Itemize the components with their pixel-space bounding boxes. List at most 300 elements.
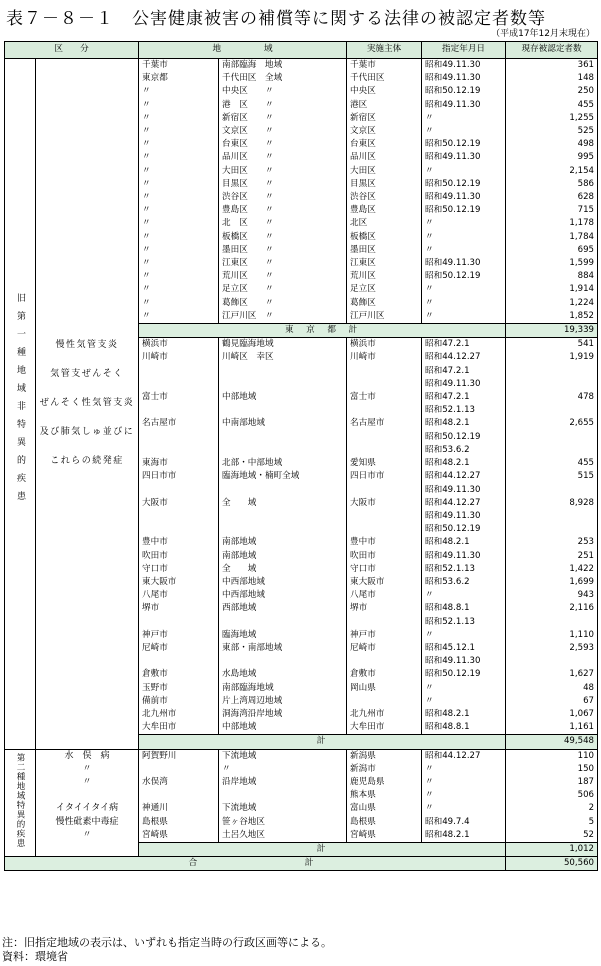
cell-city: 〃 <box>139 178 219 191</box>
cell-district: 渋谷区 〃 <box>219 191 347 204</box>
cell-city: 〃 <box>139 244 219 257</box>
cell-count: 187 <box>506 776 598 789</box>
cell-district: 大田区 〃 <box>219 165 347 178</box>
cell-district: 臨海地域・楠町全域 <box>219 470 347 483</box>
cell-body <box>347 616 422 629</box>
cell-city: 神戸市 <box>139 629 219 642</box>
disease-line: 及び肺気しゅ並びに <box>39 427 135 438</box>
cell-body <box>347 655 422 668</box>
cell-count: 250 <box>506 85 598 98</box>
cell-body <box>347 695 422 708</box>
cell-district: 鶴見臨海地域 <box>219 338 347 352</box>
cell-body: 千葉市 <box>347 59 422 73</box>
cell-date: 昭和44.12.27 <box>422 351 506 364</box>
cell-district: 葛飾区 〃 <box>219 297 347 310</box>
cell-city: 大阪市 <box>139 497 219 510</box>
cell-count: 1,067 <box>506 708 598 721</box>
certified-patients-table <box>4 41 598 871</box>
grand-total-row <box>5 857 598 871</box>
cell-count: 2,116 <box>506 602 598 615</box>
cell-district: 板橋区 〃 <box>219 231 347 244</box>
cell-body: 尼崎市 <box>347 642 422 655</box>
disease-line: 慢性気管支炎 <box>55 340 119 351</box>
cell-city: 〃 <box>139 151 219 164</box>
cell-body <box>347 378 422 391</box>
cell-date: 〃 <box>422 283 506 296</box>
cell-count: 628 <box>506 191 598 204</box>
cell-disease: 〃 <box>36 776 139 789</box>
cell-body: 富士市 <box>347 391 422 404</box>
cell-count: 8,928 <box>506 497 598 510</box>
cell-city <box>139 484 219 497</box>
cell-district <box>219 444 347 457</box>
cell-body: 名古屋市 <box>347 417 422 430</box>
cell-body: 岡山県 <box>347 682 422 695</box>
cell-body: 神戸市 <box>347 629 422 642</box>
cell-district: 臨海地域 <box>219 629 347 642</box>
cell-count: 455 <box>506 99 598 112</box>
cell-count: 541 <box>506 338 598 352</box>
cell-date: 〃 <box>422 125 506 138</box>
cell-city <box>139 616 219 629</box>
cell-count: 1,178 <box>506 217 598 230</box>
cell-body: 江戸川区 <box>347 310 422 324</box>
table-row <box>5 802 598 815</box>
cell-city <box>139 510 219 523</box>
cell-date: 昭和47.2.1 <box>422 391 506 404</box>
cell-city: 川崎市 <box>139 351 219 364</box>
cell-district: 墨田区 〃 <box>219 244 347 257</box>
cell-date: 〃 <box>422 802 506 815</box>
cell-district: 西部地域 <box>219 602 347 615</box>
cell-date: 〃 <box>422 231 506 244</box>
cell-city <box>139 444 219 457</box>
cell-body: 北九州市 <box>347 708 422 721</box>
cell-body <box>347 365 422 378</box>
cell-district <box>219 523 347 536</box>
cell-body: 島根県 <box>347 816 422 829</box>
cell-date: 昭和49.11.30 <box>422 191 506 204</box>
cell-date: 昭和44.12.27 <box>422 470 506 483</box>
cell-count: 695 <box>506 244 598 257</box>
cell-count <box>506 431 598 444</box>
cell-district: 北 区 〃 <box>219 217 347 230</box>
table-row <box>5 59 598 73</box>
cell-date: 昭和44.12.27 <box>422 497 506 510</box>
cell-district: 台東区 〃 <box>219 138 347 151</box>
cell-district: 中央区 〃 <box>219 85 347 98</box>
cell-city: 島根県 <box>139 816 219 829</box>
cell-district: 南部地域 <box>219 550 347 563</box>
cell-district <box>219 484 347 497</box>
cell-count: 48 <box>506 682 598 695</box>
cell-body: 堺市 <box>347 602 422 615</box>
cell-disease: 〃 <box>36 763 139 776</box>
cell-count: 1,784 <box>506 231 598 244</box>
cell-body: 荒川区 <box>347 270 422 283</box>
cell-district <box>219 616 347 629</box>
cell-city: 守口市 <box>139 563 219 576</box>
cell-count: 2 <box>506 802 598 815</box>
cell-city: 阿賀野川 <box>139 749 219 763</box>
cell-count: 5 <box>506 816 598 829</box>
cell-city: 玉野市 <box>139 682 219 695</box>
cell-date: 昭和47.2.1 <box>422 365 506 378</box>
cell-date: 昭和50.12.19 <box>422 668 506 681</box>
cell-count <box>506 444 598 457</box>
cell-city: 北九州市 <box>139 708 219 721</box>
cell-city: 〃 <box>139 125 219 138</box>
cell-city <box>139 365 219 378</box>
cell-district <box>219 789 347 802</box>
cell-body: 新潟県 <box>347 749 422 763</box>
cell-date: 〃 <box>422 789 506 802</box>
cell-body: 四日市市 <box>347 470 422 483</box>
cell-date: 昭和49.11.30 <box>422 484 506 497</box>
cell-date: 昭和45.12.1 <box>422 642 506 655</box>
cell-city: 神通川 <box>139 802 219 815</box>
cell-city <box>139 523 219 536</box>
cell-disease: 慢性砒素中毒症 <box>36 816 139 829</box>
cell-city: 〃 <box>139 283 219 296</box>
cell-count: 251 <box>506 550 598 563</box>
header-category: 区 分 <box>5 42 139 59</box>
cell-date: 昭和53.6.2 <box>422 444 506 457</box>
cell-district: 全 域 <box>219 497 347 510</box>
cell-district: 中西部地域 <box>219 589 347 602</box>
cell-date: 昭和49.11.30 <box>422 99 506 112</box>
cell-district: 江戸川区 〃 <box>219 310 347 324</box>
cell-city <box>139 763 219 776</box>
cell-date: 昭和48.8.1 <box>422 721 506 735</box>
header-row <box>5 42 598 59</box>
cell-count: 1,599 <box>506 257 598 270</box>
cell-district <box>219 365 347 378</box>
cell-date: 〃 <box>422 763 506 776</box>
disease-line: ぜんそく性気管支炎 <box>39 398 135 409</box>
cell-date: 〃 <box>422 244 506 257</box>
table-body <box>5 59 598 871</box>
section2-label-text: 第二種地域特異的疾患 <box>15 752 25 848</box>
cell-district: 沿岸地域 <box>219 776 347 789</box>
section1-label-text: 旧第一種地域非特異的疾患 <box>15 293 25 510</box>
cell-body: 吹田市 <box>347 550 422 563</box>
cell-body <box>347 444 422 457</box>
section1-label <box>5 59 36 750</box>
cell-count: 253 <box>506 536 598 549</box>
cell-district: 笹ヶ谷地区 <box>219 816 347 829</box>
cell-date: 昭和49.11.30 <box>422 257 506 270</box>
cell-count: 148 <box>506 72 598 85</box>
cell-city <box>139 404 219 417</box>
cell-count: 1,422 <box>506 563 598 576</box>
cell-body <box>347 431 422 444</box>
cell-body: 東大阪市 <box>347 576 422 589</box>
cell-disease: 〃 <box>36 829 139 843</box>
cell-city: 東大阪市 <box>139 576 219 589</box>
disease-line: 気管支ぜんそく <box>50 369 124 380</box>
cell-count: 1,224 <box>506 297 598 310</box>
cell-disease: イタイイタイ病 <box>36 802 139 815</box>
cell-date: 昭和48.2.1 <box>422 829 506 843</box>
cell-body: 川崎市 <box>347 351 422 364</box>
cell-date: 昭和49.11.30 <box>422 550 506 563</box>
cell-district: 江東区 〃 <box>219 257 347 270</box>
cell-district: 荒川区 〃 <box>219 270 347 283</box>
subtotal-count: 19,339 <box>506 324 598 338</box>
cell-body: 大牟田市 <box>347 721 422 735</box>
cell-body <box>347 523 422 536</box>
cell-district: 東部・南部地域 <box>219 642 347 655</box>
cell-city: 東海市 <box>139 457 219 470</box>
cell-city <box>139 789 219 802</box>
cell-body: 豊島区 <box>347 204 422 217</box>
cell-city: 〃 <box>139 310 219 324</box>
table-row <box>5 776 598 789</box>
total-count: 49,548 <box>506 735 598 749</box>
cell-body <box>347 510 422 523</box>
cell-date: 昭和50.12.19 <box>422 204 506 217</box>
cell-district: 豊島区 〃 <box>219 204 347 217</box>
cell-city: 吹田市 <box>139 550 219 563</box>
cell-count: 478 <box>506 391 598 404</box>
cell-body: 富山県 <box>347 802 422 815</box>
cell-date: 〃 <box>422 217 506 230</box>
disease-line: これらの続発症 <box>50 456 124 467</box>
cell-count: 2,655 <box>506 417 598 430</box>
cell-district: 南部地域 <box>219 536 347 549</box>
cell-body: 北区 <box>347 217 422 230</box>
cell-count: 943 <box>506 589 598 602</box>
total-label: 計 <box>139 842 506 856</box>
table-row <box>5 816 598 829</box>
table-row <box>5 789 598 802</box>
cell-date: 昭和50.12.19 <box>422 138 506 151</box>
cell-district: 千代田区 全域 <box>219 72 347 85</box>
cell-city <box>139 431 219 444</box>
cell-date: 昭和52.1.13 <box>422 404 506 417</box>
cell-body <box>347 404 422 417</box>
cell-count <box>506 510 598 523</box>
cell-count: 1,627 <box>506 668 598 681</box>
cell-date: 昭和49.11.30 <box>422 72 506 85</box>
cell-body: 目黒区 <box>347 178 422 191</box>
header-count: 現存被認定者数 <box>506 42 598 59</box>
cell-district <box>219 404 347 417</box>
cell-date: 〃 <box>422 112 506 125</box>
cell-count: 506 <box>506 789 598 802</box>
cell-body: 板橋区 <box>347 231 422 244</box>
cell-body: 八尾市 <box>347 589 422 602</box>
cell-body: 宮崎県 <box>347 829 422 843</box>
cell-city: 〃 <box>139 138 219 151</box>
disease-label <box>36 59 139 750</box>
cell-count: 67 <box>506 695 598 708</box>
cell-count: 1,699 <box>506 576 598 589</box>
cell-date: 昭和48.2.1 <box>422 708 506 721</box>
cell-count <box>506 616 598 629</box>
cell-city: 東京都 <box>139 72 219 85</box>
cell-count: 498 <box>506 138 598 151</box>
cell-city: 〃 <box>139 99 219 112</box>
header-area: 地 域 <box>139 42 347 59</box>
cell-city: 〃 <box>139 231 219 244</box>
cell-date: 昭和48.2.1 <box>422 536 506 549</box>
cell-body: 横浜市 <box>347 338 422 352</box>
cell-body: 足立区 <box>347 283 422 296</box>
cell-count: 52 <box>506 829 598 843</box>
cell-count <box>506 404 598 417</box>
cell-city: 四日市市 <box>139 470 219 483</box>
cell-body: 守口市 <box>347 563 422 576</box>
cell-district: 南部臨海地域 <box>219 682 347 695</box>
cell-date: 〃 <box>422 682 506 695</box>
cell-date: 昭和49.11.30 <box>422 655 506 668</box>
cell-count: 2,593 <box>506 642 598 655</box>
cell-date: 昭和49.11.30 <box>422 59 506 73</box>
cell-district: 中部地域 <box>219 721 347 735</box>
footnote: 注：旧指定地域の表示は、いずれも指定当時の行政区画等による。 <box>2 936 332 949</box>
cell-district: 洞海湾沿岸地域 <box>219 708 347 721</box>
total-count: 1,012 <box>506 842 598 856</box>
blank-cell <box>36 842 139 856</box>
cell-date: 昭和49.11.30 <box>422 510 506 523</box>
cell-date: 昭和50.12.19 <box>422 85 506 98</box>
cell-disease <box>36 789 139 802</box>
cell-count <box>506 523 598 536</box>
cell-count: 150 <box>506 763 598 776</box>
cell-city: 水俣湾 <box>139 776 219 789</box>
cell-body: 新潟市 <box>347 763 422 776</box>
cell-city: 〃 <box>139 217 219 230</box>
cell-city: 大牟田市 <box>139 721 219 735</box>
table-row <box>5 749 598 763</box>
cell-count: 1,852 <box>506 310 598 324</box>
cell-date: 昭和49.7.4 <box>422 816 506 829</box>
cell-count: 1,919 <box>506 351 598 364</box>
cell-date: 昭和49.11.30 <box>422 378 506 391</box>
cell-body: 鹿児島県 <box>347 776 422 789</box>
cell-date: 昭和53.6.2 <box>422 576 506 589</box>
cell-body: 中央区 <box>347 85 422 98</box>
cell-count <box>506 655 598 668</box>
source-note: 資料：環境省 <box>2 950 68 963</box>
cell-count: 715 <box>506 204 598 217</box>
header-body: 実施主体 <box>347 42 422 59</box>
cell-body: 千代田区 <box>347 72 422 85</box>
cell-city: 八尾市 <box>139 589 219 602</box>
cell-city <box>139 655 219 668</box>
cell-count <box>506 378 598 391</box>
cell-date: 昭和50.12.19 <box>422 270 506 283</box>
cell-count: 1,110 <box>506 629 598 642</box>
grand-total-label: 合 計 <box>5 857 506 871</box>
cell-city: 〃 <box>139 257 219 270</box>
cell-district: 北部・中部地域 <box>219 457 347 470</box>
cell-date: 昭和49.11.30 <box>422 151 506 164</box>
section2-label <box>5 749 36 857</box>
cell-body: 愛知県 <box>347 457 422 470</box>
cell-date: 〃 <box>422 629 506 642</box>
cell-date: 昭和48.2.1 <box>422 457 506 470</box>
cell-count <box>506 365 598 378</box>
cell-date: 〃 <box>422 310 506 324</box>
cell-district: 中部地域 <box>219 391 347 404</box>
cell-count: 586 <box>506 178 598 191</box>
grand-total-count: 50,560 <box>506 857 598 871</box>
cell-count: 884 <box>506 270 598 283</box>
cell-body <box>347 484 422 497</box>
cell-city: 〃 <box>139 204 219 217</box>
cell-city: 備前市 <box>139 695 219 708</box>
cell-body: 豊中市 <box>347 536 422 549</box>
cell-district <box>219 655 347 668</box>
cell-date: 〃 <box>422 297 506 310</box>
cell-body: 葛飾区 <box>347 297 422 310</box>
cell-date: 〃 <box>422 695 506 708</box>
cell-body: 熊本県 <box>347 789 422 802</box>
cell-count: 1,255 <box>506 112 598 125</box>
cell-date: 〃 <box>422 589 506 602</box>
cell-body: 倉敷市 <box>347 668 422 681</box>
cell-body: 大田区 <box>347 165 422 178</box>
cell-city: 堺市 <box>139 602 219 615</box>
header-date: 指定年月日 <box>422 42 506 59</box>
cell-city: 〃 <box>139 85 219 98</box>
table-row <box>5 829 598 843</box>
cell-city: 名古屋市 <box>139 417 219 430</box>
cell-district: 文京区 〃 <box>219 125 347 138</box>
cell-count: 2,154 <box>506 165 598 178</box>
cell-district: 南部臨海 地域 <box>219 59 347 73</box>
cell-date: 昭和50.12.19 <box>422 523 506 536</box>
cell-city: 尼崎市 <box>139 642 219 655</box>
cell-body: 品川区 <box>347 151 422 164</box>
cell-body: 新宿区 <box>347 112 422 125</box>
cell-district: 片上湾周辺地域 <box>219 695 347 708</box>
cell-date: 昭和48.2.1 <box>422 417 506 430</box>
cell-district: 川崎区 幸区 <box>219 351 347 364</box>
cell-body: 文京区 <box>347 125 422 138</box>
cell-body: 大阪市 <box>347 497 422 510</box>
cell-district: 品川区 〃 <box>219 151 347 164</box>
table-row <box>5 763 598 776</box>
cell-city: 倉敷市 <box>139 668 219 681</box>
cell-count: 361 <box>506 59 598 73</box>
cell-count: 455 <box>506 457 598 470</box>
cell-district <box>219 431 347 444</box>
cell-district: 土呂久地区 <box>219 829 347 843</box>
cell-count: 995 <box>506 151 598 164</box>
cell-district: 中南部地域 <box>219 417 347 430</box>
cell-district: 下流地域 <box>219 802 347 815</box>
cell-city: 豊中市 <box>139 536 219 549</box>
cell-city: 〃 <box>139 270 219 283</box>
cell-district: 目黒区 〃 <box>219 178 347 191</box>
cell-count: 1,914 <box>506 283 598 296</box>
cell-disease: 水 俣 病 <box>36 749 139 763</box>
cell-count: 515 <box>506 470 598 483</box>
cell-body: 渋谷区 <box>347 191 422 204</box>
cell-district <box>219 378 347 391</box>
subtotal-label: 東 京 都 計 <box>139 324 506 338</box>
cell-city: 〃 <box>139 191 219 204</box>
cell-district: 〃 <box>219 763 347 776</box>
cell-city <box>139 378 219 391</box>
page-title: 表７－８－１ 公害健康被害の補償等に関する法律の被認定者数等 <box>6 9 546 29</box>
cell-count: 525 <box>506 125 598 138</box>
cell-date: 〃 <box>422 165 506 178</box>
